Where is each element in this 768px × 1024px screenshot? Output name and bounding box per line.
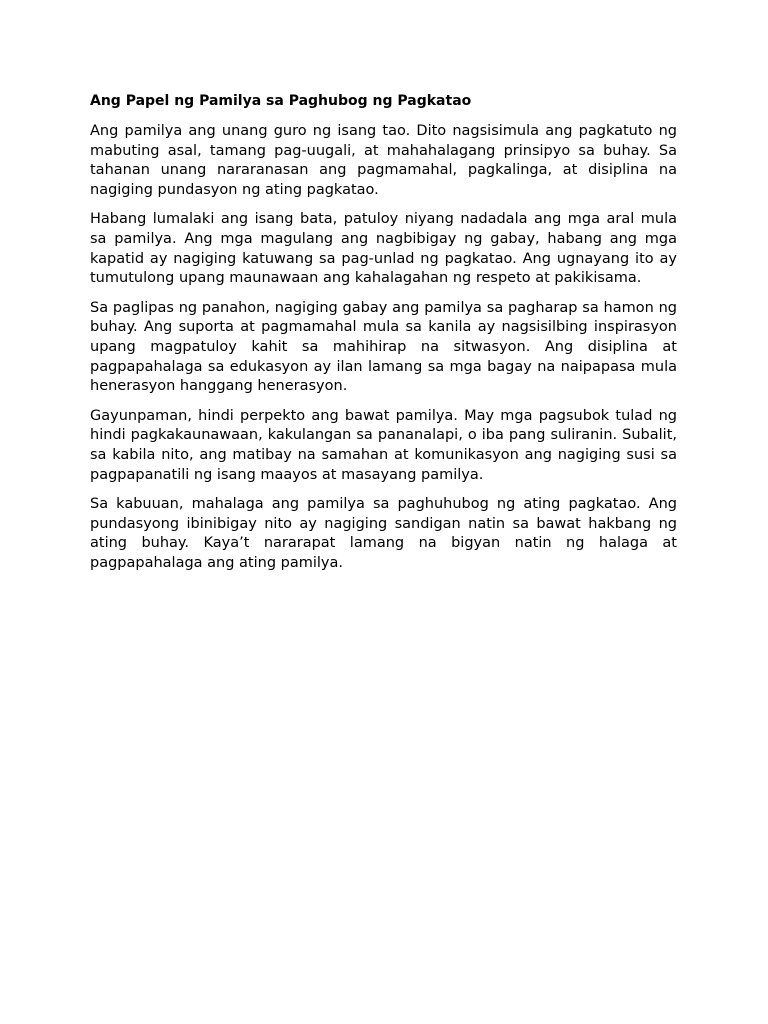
document-title: Ang Papel ng Pamilya sa Paghubog ng Pagkatao — [90, 93, 472, 109]
paragraph-2: Habang lumalaki ang isang bata, patuloy niyang nadadala ang mga aral mula sa pamilya. Ang mga magulang ang nagbibigay ng gabay, habang ang mga kapatid ay nagiging katuwang sa pag-unlad ng pagkatao. Ang ugnayang ito ay tumutulong upang maunawaan ang kahalagahan ng respeto at pakikisama. — [90, 211, 677, 287]
paragraph-5: Sa kabuuan, mahalaga ang pamilya sa paghuhubog ng ating pagkatao. Ang pundasyong ibinibigay nito ay nagiging sandigan natin sa bawat hakbang ng ating buhay. Kaya’t nararapat lamang na bigyan natin ng halaga at pagpapahalaga ang ating pamilya. — [90, 496, 677, 571]
paragraph-4: Gayunpaman, hindi perpekto ang bawat pamilya. May mga pagsubok tulad ng hindi pagkakaunawaan, kakulangan sa pananalapi, o iba pang suliranin. Subalit, sa kabila nito, ang matibay na samahan at komunikasyon ang nagiging susi sa pagpapanatili ng isang maayos at masayang pamilya. — [90, 407, 677, 483]
paragraph-1: Ang pamilya ang unang guro ng isang tao. Dito nagsisimula ang pagkatuto ng mabuting asal, tamang pag-uugali, at mahahalagang prinsipyo sa buhay. Sa tahanan unang nararanasan ang pagmamahal, pagkalinga, at disiplina na nagiging pundasyon ng ating pagkatao. — [90, 123, 677, 198]
paragraph-3: Sa paglipas ng panahon, nagiging gabay ang pamilya sa pagharap sa hamon ng buhay. Ang suporta at pagmamahal mula sa kanila ay nagsisilbing inspirasyon upang magpatuloy kahit sa mahihirap na sitwasyon. Ang disiplina at pagpapahalaga sa edukasyon ay ilan lamang sa mga bagay na naipapasa mula henerasyon hanggang henerasyon. — [90, 299, 677, 395]
document-page — [90, 92, 677, 583]
